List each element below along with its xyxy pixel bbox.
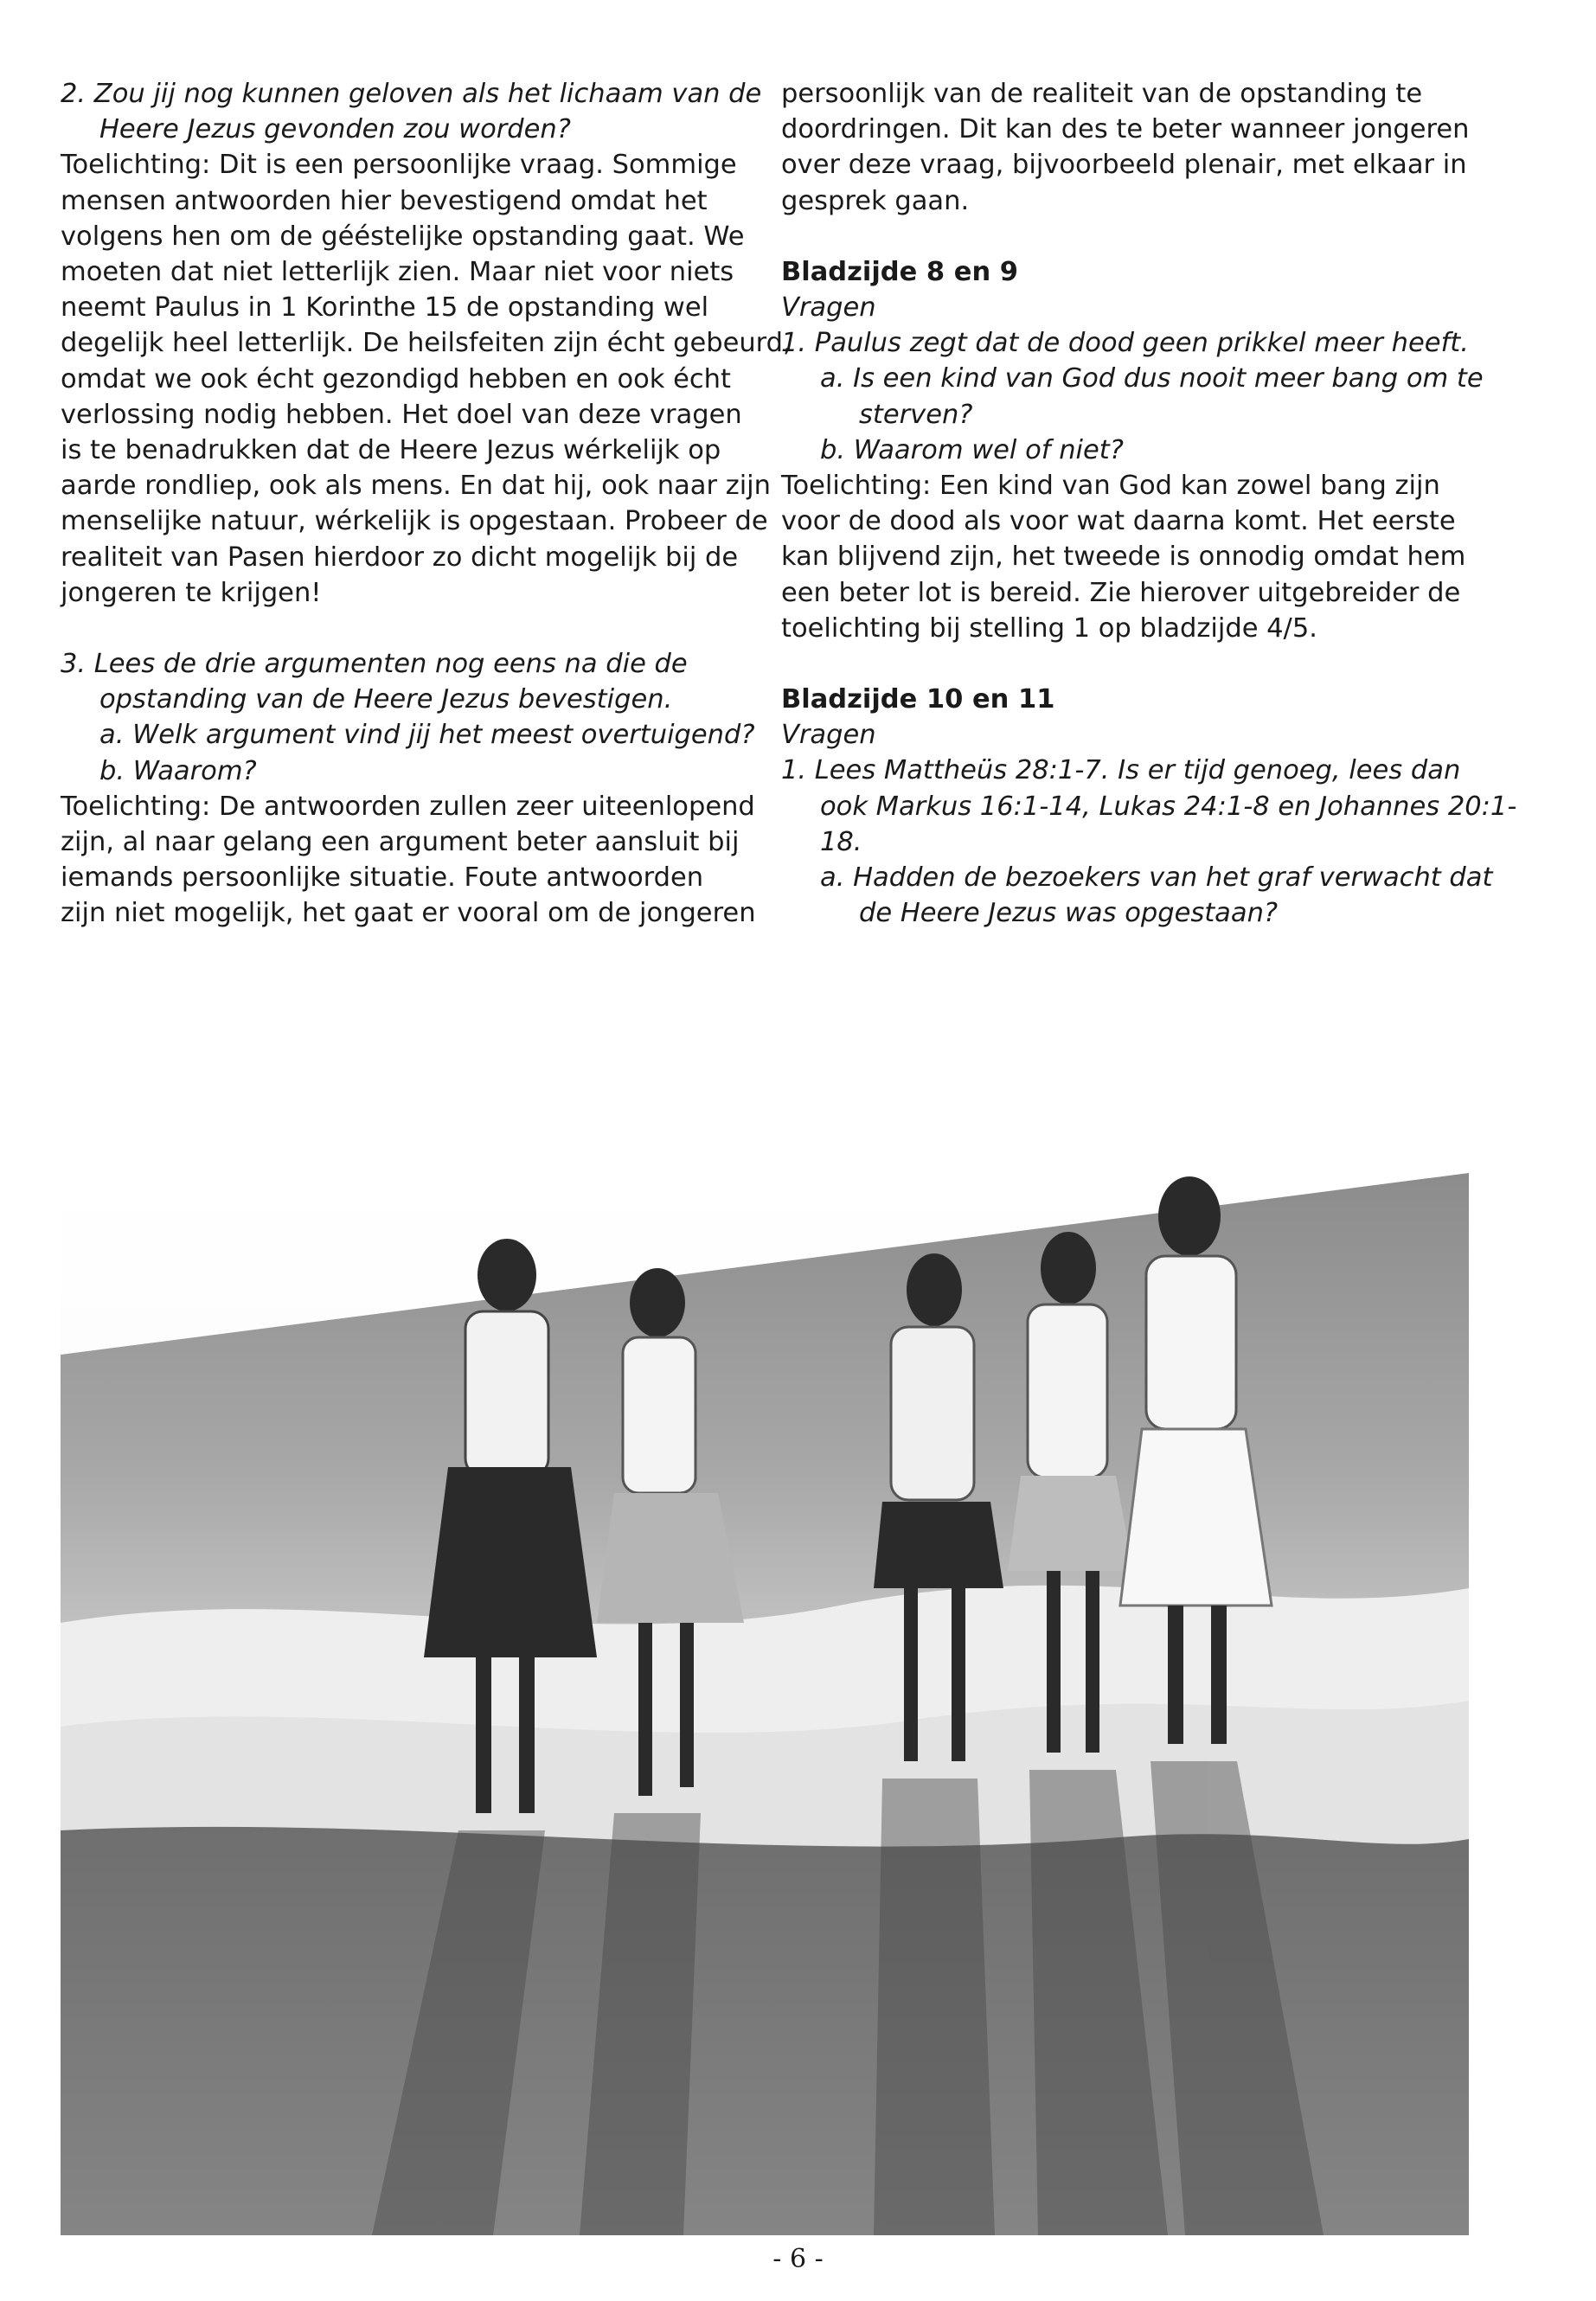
text-line: aarde rondliep, ook als mens. En dat hij, ook naar zijn xyxy=(61,471,771,502)
text-line: zijn niet mogelijk, het gaat er vooral om de jongeren xyxy=(61,898,756,929)
text-line: Vragen xyxy=(781,292,876,324)
text-line: a. Is een kind van God dus nooit meer bang om te xyxy=(820,363,1484,394)
text-line: Toelichting: De antwoorden zullen zeer uiteenlopend xyxy=(61,791,755,822)
text-line: doordringen. Dit kan des te beter wanneer jongeren xyxy=(781,114,1470,145)
text-line: gesprek gaan. xyxy=(781,185,970,216)
blank-line xyxy=(781,646,1482,682)
text-line: 18. xyxy=(820,826,862,857)
text-line: ook Markus 16:1-14, Lukas 24:1-8 en Johannes 20:1- xyxy=(820,791,1517,822)
text-line: opstanding van de Heere Jezus bevestigen. xyxy=(99,684,673,715)
text-line: 3. Lees de drie argumenten nog eens na die de xyxy=(61,649,688,680)
text-line: toelichting bij stelling 1 op bladzijde 4/5. xyxy=(781,612,1317,644)
text-line: jongeren te krijgen! xyxy=(61,577,322,608)
left-text-column xyxy=(61,76,792,932)
beach-photo-illustration xyxy=(61,1173,1469,2235)
text-line: de Heere Jezus was opgestaan? xyxy=(859,898,1279,929)
text-line: Heere Jezus gevonden zou worden? xyxy=(99,114,571,145)
right-text-column xyxy=(781,76,1517,931)
text-line: mensen antwoorden hier bevestigend omdat het xyxy=(61,185,708,216)
blank-line xyxy=(781,219,1482,254)
beach-photo xyxy=(61,1173,1469,2235)
text-line: a. Hadden de bezoekers van het graf verwacht dat xyxy=(820,862,1493,894)
text-line: voor de dood als voor wat daarna komt. Het eerste xyxy=(781,506,1456,537)
text-line: is te benadrukken dat de Heere Jezus wérkelijk op xyxy=(61,435,721,466)
text-line: omdat we ook écht gezondigd hebben en ook écht xyxy=(61,363,731,394)
text-line: 1. Paulus zegt dat de dood geen prikkel meer heeft. xyxy=(781,328,1469,359)
text-line: Vragen xyxy=(781,720,876,751)
text-line: volgens hen om de gééstelijke opstanding gaat. We xyxy=(61,221,745,252)
text-line: b. Waarom? xyxy=(99,755,257,786)
text-line: b. Waarom wel of niet? xyxy=(820,434,1124,465)
text-line: realiteit van Pasen hierdoor zo dicht mogelijk bij de xyxy=(61,542,739,573)
blank-line xyxy=(61,611,753,646)
text-line: over deze vraag, bijvoorbeeld plenair, met elkaar in xyxy=(781,150,1467,181)
text-line: moeten dat niet letterlijk zien. Maar niet voor niets xyxy=(61,257,734,288)
page-number: - 6 - xyxy=(772,2244,824,2274)
section-heading: Bladzijde 10 en 11 xyxy=(781,684,1055,715)
text-line: menselijke natuur, wérkelijk is opgestaan. Probeer de xyxy=(61,506,768,537)
text-line: zijn, al naar gelang een argument beter aansluit bij xyxy=(61,827,740,858)
text-line: iemands persoonlijke situatie. Foute antwoorden xyxy=(61,862,704,894)
text-line: 1. Lees Mattheüs 28:1-7. Is er tijd genoeg, lees dan xyxy=(781,755,1461,786)
text-line: Toelichting: Een kind van God kan zowel bang zijn xyxy=(781,471,1440,502)
text-line: persoonlijk van de realiteit van de opstanding te xyxy=(781,79,1423,109)
text-line: verlossing nodig hebben. Het doel van deze vragen xyxy=(61,399,742,430)
text-line: degelijk heel letterlijk. De heilsfeiten zijn écht gebeurd, xyxy=(61,328,792,359)
text-line: kan blijvend zijn, het tweede is onnodig omdat hem xyxy=(781,542,1466,573)
text-line: a. Welk argument vind jij het meest overtuigend? xyxy=(99,720,755,751)
text-line: Toelichting: Dit is een persoonlijke vraag. Sommige xyxy=(61,150,737,181)
text-line: sterven? xyxy=(859,399,973,430)
section-heading: Bladzijde 8 en 9 xyxy=(781,256,1018,287)
text-line: een beter lot is bereid. Zie hierover uitgebreider de xyxy=(781,577,1461,608)
text-line: neemt Paulus in 1 Korinthe 15 de opstanding wel xyxy=(61,292,709,324)
text-line: 2. Zou jij nog kunnen geloven als het lichaam van de xyxy=(61,79,762,109)
